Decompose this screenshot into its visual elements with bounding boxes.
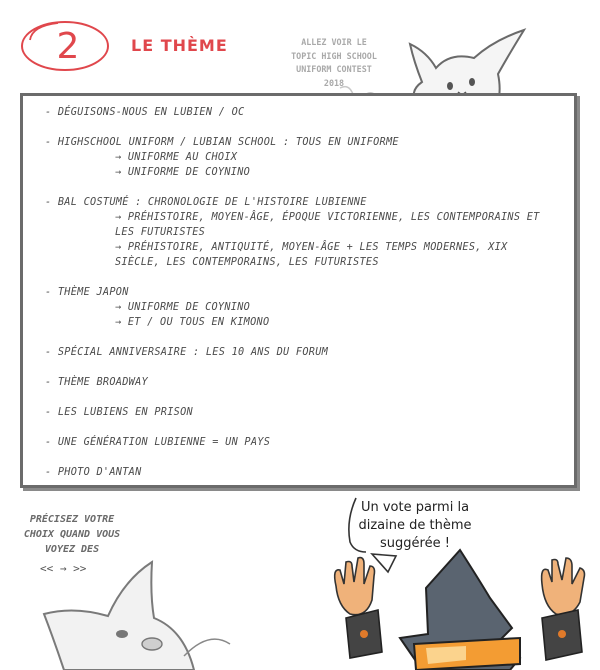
note-line: 2018 bbox=[323, 77, 345, 88]
sub-item: → UNIFORME AU CHOIX bbox=[115, 152, 238, 163]
list-item: - SPÉCIAL ANNIVERSAIRE : LES 10 ANS DU FORUM bbox=[45, 347, 329, 358]
bubble-text bbox=[352, 499, 478, 553]
number-circle bbox=[18, 18, 118, 74]
theme-list-panel bbox=[20, 93, 577, 488]
sub-item: → PRÉHISTOIRE, MOYEN-ÂGE, ÉPOQUE VICTORIENNE, LES CONTEMPORAINS ET LES FUTURISTES bbox=[115, 212, 540, 238]
character-illustration bbox=[330, 548, 600, 670]
sub-item: → UNIFORME DE COYNINO bbox=[115, 302, 251, 313]
section-title: LE THÈME bbox=[131, 36, 228, 55]
bubble-line: dizaine de thème bbox=[358, 518, 472, 533]
list-item: - DÉGUISONS-NOUS EN LUBIEN / OC bbox=[45, 107, 245, 118]
note-line: PRÉCISEZ VOTRE bbox=[29, 514, 115, 525]
sub-item: → UNIFORME DE COYNINO bbox=[115, 167, 251, 178]
sub-item: → ET / OU TOUS EN KIMONO bbox=[115, 317, 270, 328]
list-item: - BAL COSTUMÉ : CHRONOLOGIE DE L'HISTOIRE LUBIENNE bbox=[45, 197, 367, 208]
arrows-label: << → >> bbox=[40, 562, 87, 575]
list-item: - UNE GÉNÉRATION LUBIENNE = UN PAYS bbox=[45, 437, 271, 448]
note-line: CHOIX QUAND VOUS bbox=[23, 529, 121, 540]
note-line: VOYEZ DES bbox=[44, 544, 100, 555]
sub-item: → PRÉHISTOIRE, ANTIQUITÉ, MOYEN-ÂGE + LES TEMPS MODERNES, XIX SIÈCLE, LES CONTEMPORAINS, LES FUTURISTES bbox=[115, 242, 508, 268]
list-item: - THÈME BROADWAY bbox=[45, 377, 148, 388]
ghost-mascot-bottom-illustration bbox=[34, 560, 234, 670]
note-line: ALLEZ VOIR LE bbox=[301, 37, 367, 47]
number-label: 2 bbox=[56, 26, 80, 67]
note-line: UNIFORM CONTEST bbox=[296, 64, 372, 74]
note-line: TOPIC HIGH SCHOOL bbox=[291, 50, 377, 61]
bubble-line: Un vote parmi la bbox=[360, 500, 470, 515]
side-note-bottom bbox=[10, 512, 134, 557]
list-item: - PHOTO D'ANTAN bbox=[45, 467, 142, 478]
list-item: - LES LUBIENS EN PRISON bbox=[45, 407, 193, 418]
bubble-line: suggérée ! bbox=[380, 536, 450, 551]
list-item: - THÈME JAPON bbox=[45, 287, 129, 298]
list-item: - HIGHSCHOOL UNIFORM / LUBIAN SCHOOL : TOUS EN UNIFORME bbox=[45, 137, 399, 148]
